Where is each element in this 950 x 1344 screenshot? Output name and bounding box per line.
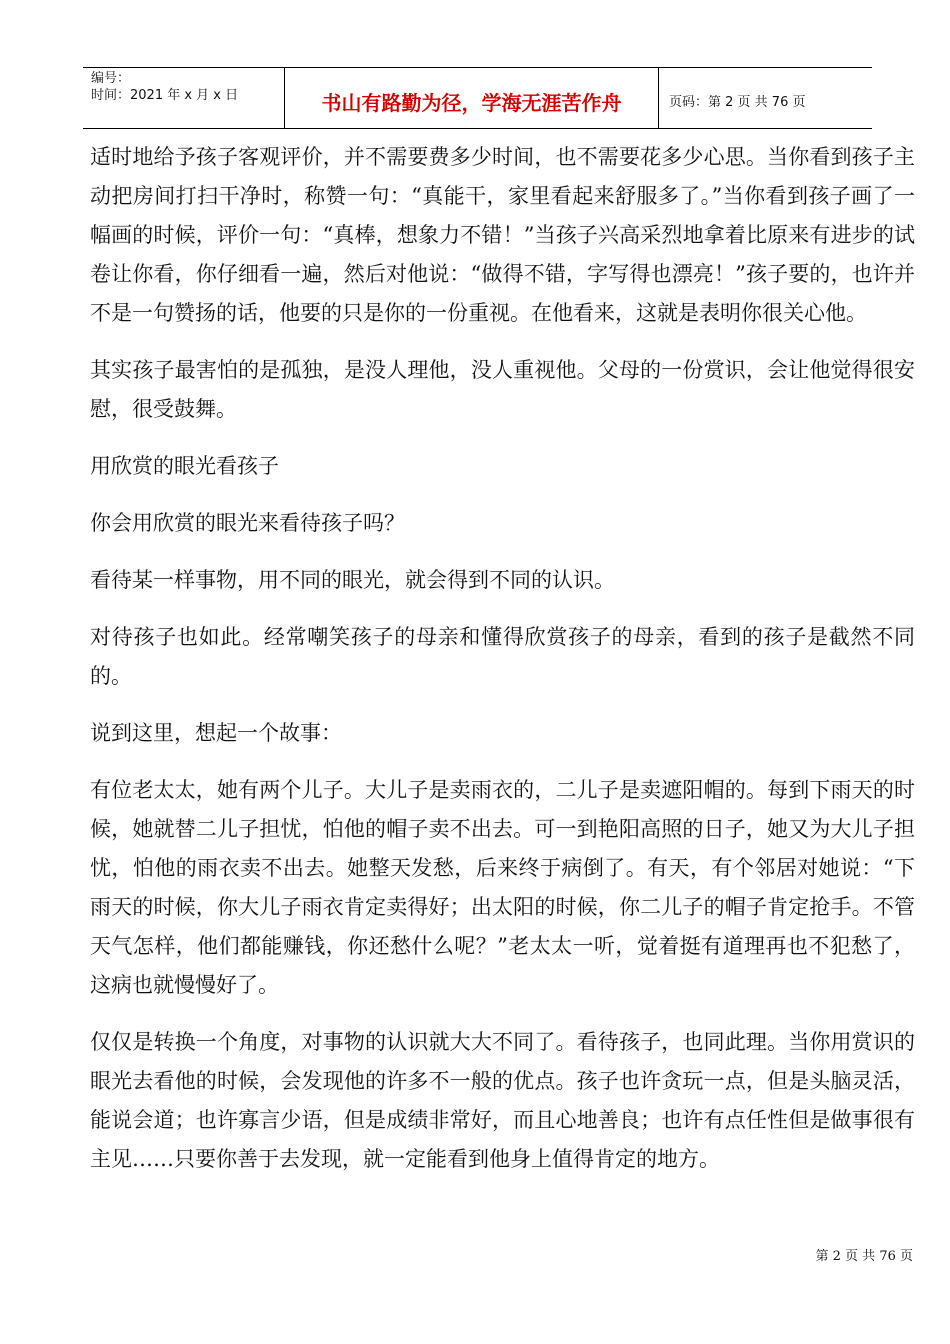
paragraph: 仅仅是转换一个角度，对事物的认识就大大不同了。看待孩子，也同此理。当你用赏识的眼光去看他的时候，会发现他的许多不一般的优点。孩子也许贪玩一点，但是头脑灵活，能说会道；也许寡言少语，但是成绩非常好，而且心地善良；也许有点任性但是做事很有主见……只要你善于去发现，就一定能看到他身上值得肯定的地方。 [90,1030,915,1171]
paragraph: 适时地给予孩子客观评价，并不需要费多少时间，也不需要花多少心思。当你看到孩子主动把房间打扫干净时，称赞一句：“真能干，家里看起来舒服多了。”当你看到孩子画了一幅画的时候，评价一句：“真棒，想象力不错！”当孩子兴高采烈地拿着比原来有进步的试卷让你看，你仔细看一遍，然后对他说：“做得不错，字写得也漂亮！”孩子要的，也许并不是一句赞扬的话，他要的只是你的一份重视。在他看来，这就是表明你很关心他。 [90,145,915,325]
header-motto: 书山有路勤为径，学海无涯苦作舟 [285,68,659,128]
section-heading: 用欣赏的眼光看孩子 [90,454,279,478]
date-label: 时间：2021 年 x 月 x 日 [91,88,239,103]
document-body [90,138,915,1179]
paragraph: 看待某一样事物，用不同的眼光，就会得到不同的认识。 [90,568,615,592]
paragraph: 你会用欣赏的眼光来看待孩子吗？ [90,511,405,535]
header-meta [83,68,285,128]
page-header [83,67,872,129]
header-page-info: 页码：第 2 页 共 76 页 [669,94,806,110]
code-label: 编号： [91,71,131,86]
paragraph: 对待孩子也如此。经常嘲笑孩子的母亲和懂得欣赏孩子的母亲，看到的孩子是截然不同的。 [90,625,915,688]
paragraph: 说到这里，想起一个故事： [90,721,342,745]
page-footer: 第 2 页 共 76 页 [815,1249,913,1264]
paragraph: 有位老太太，她有两个儿子。大儿子是卖雨衣的，二儿子是卖遮阳帽的。每到下雨天的时候，她就替二儿子担忧，怕他的帽子卖不出去。可一到艳阳高照的日子，她又为大儿子担忧，怕他的雨衣卖不出去。她整天发愁，后来终于病倒了。有天，有个邻居对她说：“下雨天的时候，你大儿子雨衣肯定卖得好；出太阳的时候，你二儿子的帽子肯定抢手。不管天气怎样，他们都能赚钱，你还愁什么呢？”老太太一听，觉着挺有道理再也不犯愁了，这病也就慢慢好了。 [90,778,915,997]
paragraph: 其实孩子最害怕的是孤独，是没人理他，没人重视他。父母的一份赏识，会让他觉得很安慰，很受鼓舞。 [90,358,915,421]
